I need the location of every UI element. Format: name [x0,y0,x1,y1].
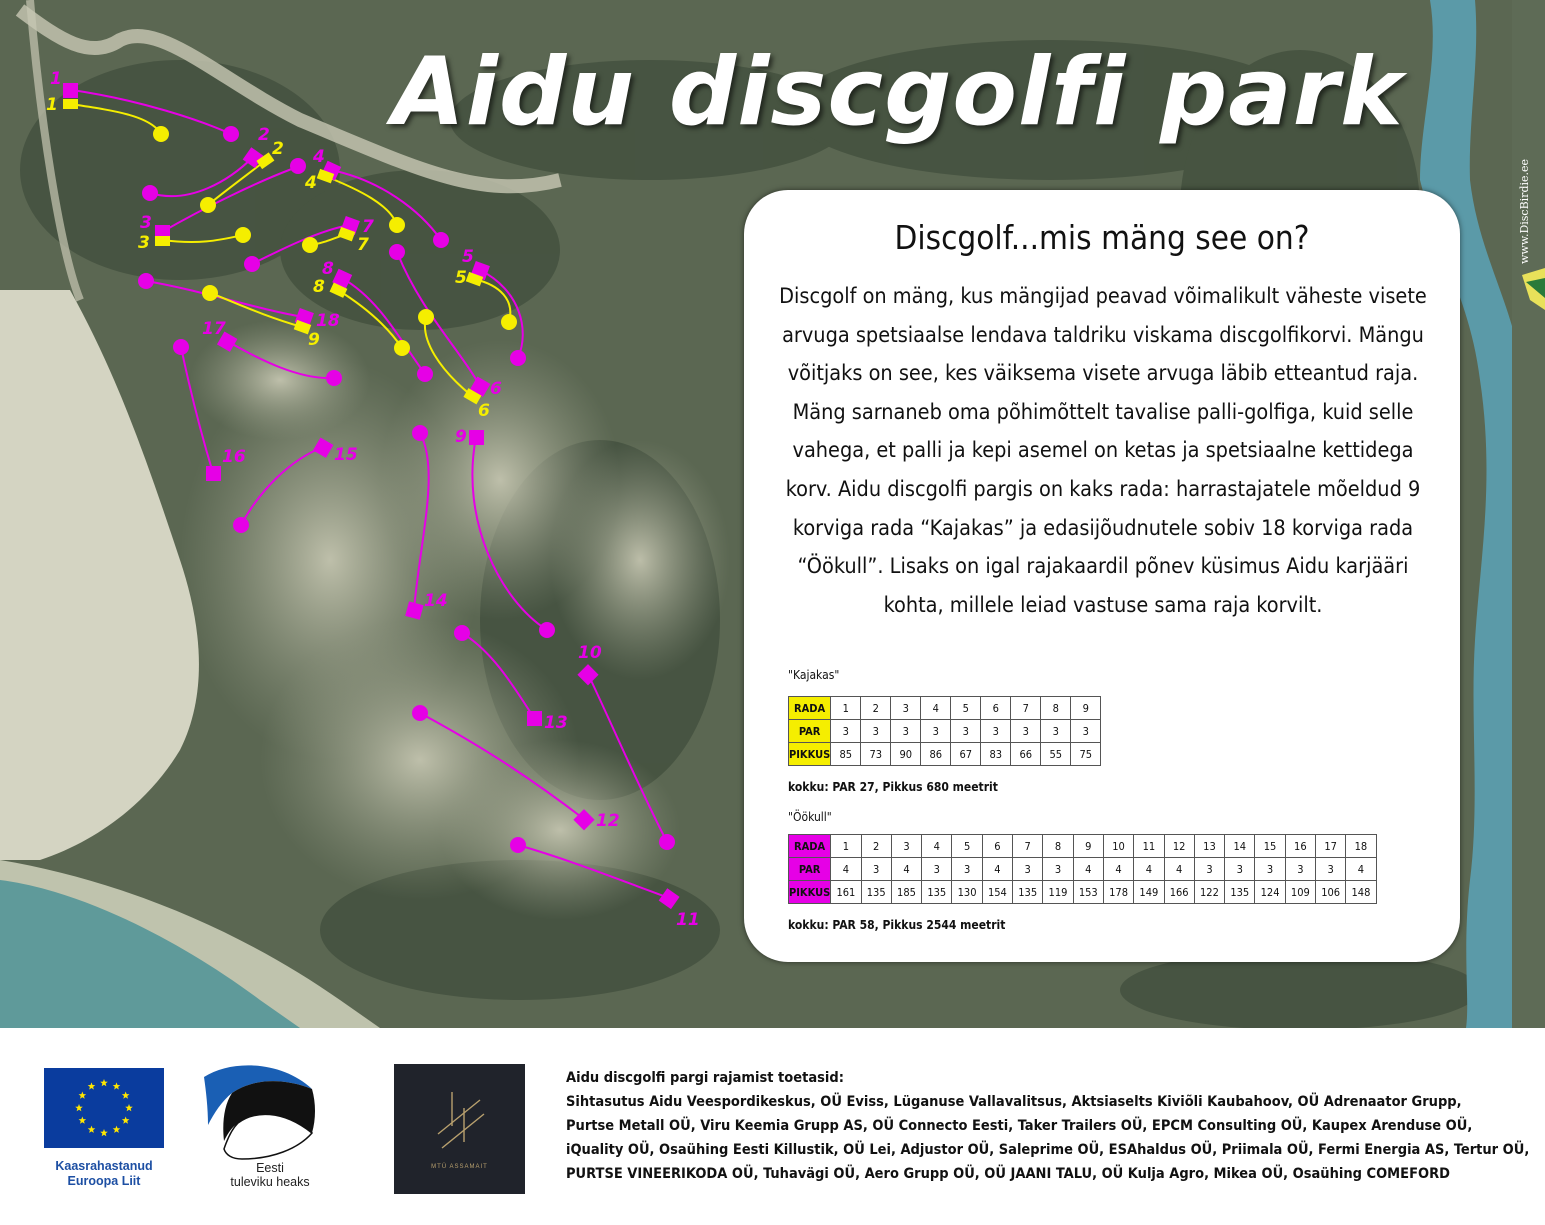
eu-caption [40,1159,168,1189]
ookull-pikkus-cell: 166 [1164,881,1194,904]
ookull-hole-label: 17 [202,319,226,339]
mtu-caption: MTÜ ASSAMAIT [431,1164,488,1170]
ookull-par-cell: 3 [1316,858,1346,881]
ookull-hole-label: 11 [676,910,700,930]
kajakas-pikkus-cell: 83 [981,743,1011,766]
footer [0,1028,1545,1225]
ookull-par-cell: 3 [1225,858,1255,881]
ookull-pikkus-cell: 161 [831,881,861,904]
ookull-rada-cell: 12 [1164,835,1194,858]
ookull-pikkus-cell: 122 [1194,881,1224,904]
kajakas-pikkus-cell: 85 [831,743,861,766]
credit-text: www.DiscBirdie.ee [1518,158,1531,264]
ookull-rada-cell: 10 [1103,835,1133,858]
ookull-pikkus-cell: 109 [1285,881,1315,904]
ookull-pikkus-cell: 153 [1073,881,1103,904]
sponsors [566,1066,1530,1186]
kajakas-par-cell: 3 [921,720,951,743]
ee-caption [206,1161,334,1189]
kajakas-rada-cell: 9 [1071,697,1101,720]
river-bank [1512,0,1545,1028]
eu-caption-line: Euroopa Liit [67,1174,141,1188]
ookull-hole-label: 5 [462,247,474,267]
ookull-hole-label: 9 [455,427,467,447]
ookull-total: kokku: PAR 58, Pikkus 2544 meetrit [788,918,1006,932]
ee-caption-line: tuleviku heaks [230,1175,310,1189]
kajakas-hole-label: 8 [313,277,325,297]
estonian-flag-logo [202,1063,318,1161]
ookull-hole-label: 14 [424,591,448,611]
ookull-hole-label: 13 [544,713,568,733]
ookull-par-cell: 4 [1164,858,1194,881]
ookull-hole-label: 7 [362,217,374,237]
ookull-par-cell: 3 [922,858,952,881]
kajakas-par-cell: 3 [1041,720,1071,743]
kajakas-par-cell: 3 [981,720,1011,743]
ookull-hole-label: 15 [334,445,358,465]
ookull-par-cell: 4 [1103,858,1133,881]
ookull-hole-label: 16 [222,447,246,467]
kajakas-rada-cell: 2 [861,697,891,720]
kajakas-pikkus-cell: 67 [951,743,981,766]
ookull-pikkus-cell: 135 [922,881,952,904]
ookull-pikkus-cell: 185 [891,881,921,904]
ookull-pikkus-cell: 178 [1103,881,1133,904]
ookull-rada-cell: 8 [1043,835,1073,858]
eu-flag-logo [44,1068,164,1148]
kajakas-rada-cell: 8 [1041,697,1071,720]
ookull-par-cell: 3 [1194,858,1224,881]
ookull-score-table [788,834,1377,904]
kajakas-pikkus-cell: 55 [1041,743,1071,766]
ookull-pikkus-cell: 148 [1346,881,1376,904]
kajakas-total: kokku: PAR 27, Pikkus 680 meetrit [788,780,998,794]
kajakas-row-par [789,720,1101,743]
ookull-row-label: PIKKUS [789,881,831,904]
kajakas-pikkus-cell: 75 [1071,743,1101,766]
ookull-rada-cell: 11 [1134,835,1164,858]
kajakas-row-rada [789,697,1101,720]
ookull-pikkus-cell: 135 [1013,881,1043,904]
ookull-rada-cell: 5 [952,835,982,858]
ookull-hole-label: 4 [313,147,325,167]
ookull-hole-label: 10 [578,643,602,663]
ee-caption-line: Eesti [256,1161,284,1175]
ookull-pikkus-cell: 149 [1134,881,1164,904]
kajakas-hole-label: 5 [455,268,467,288]
kajakas-pikkus-cell: 86 [921,743,951,766]
ookull-rada-cell: 2 [861,835,891,858]
ookull-rada-cell: 9 [1073,835,1103,858]
kajakas-course-name: "Kajakas" [788,668,840,682]
ookull-row-pikkus [789,881,1377,904]
ookull-pikkus-cell: 106 [1316,881,1346,904]
kajakas-row-pikkus [789,743,1101,766]
kajakas-pikkus-cell: 73 [861,743,891,766]
kajakas-par-cell: 3 [1011,720,1041,743]
info-text: Discgolf on mäng, kus mängijad peavad võimalikult väheste visete arvuga spetsiaalse lendava taldriku viskama discgolfikorvi. Mängu võitjaks on see, kes väiksema visete arvuga läbib etteantud raja. Mäng sarnaneb oma põhimõttelt tavalise palli-golfiga, kuid selle vahega, et palli ja kepi asemel on ketas ja spetsiaalne kettidega korv. Aidu discgolfi pargis on kaks rada: harrastajatele mõeldud 9 korviga rada “Kajakas” ja edasijõudnutele sobiv 18 korviga rada “Öökull”. Lisaks on igal rajakaardil põnev küsimus Aidu karjääri kohta, millele leiad vastuse sama raja korvilt. [779,284,1427,618]
ookull-pikkus-cell: 154 [982,881,1012,904]
mtu-logo-mark [394,1064,525,1194]
ookull-rada-cell: 14 [1225,835,1255,858]
ookull-par-cell: 3 [1043,858,1073,881]
ookull-rada-cell: 15 [1255,835,1285,858]
sponsors-line: Purtse Metall OÜ, Viru Keemia Grupp AS, OÜ Connecto Eesti, Taker Trailers OÜ, EPCM Consulting OÜ, Kaupex Arenduse OÜ, [566,1118,1473,1134]
kajakas-par-cell: 3 [1071,720,1101,743]
ookull-rada-cell: 1 [831,835,861,858]
ookull-pikkus-cell: 124 [1255,881,1285,904]
ookull-pikkus-cell: 135 [1225,881,1255,904]
kajakas-par-cell: 3 [861,720,891,743]
mtu-assamait-logo [394,1064,525,1194]
kajakas-rada-cell: 4 [921,697,951,720]
kajakas-pikkus-cell: 90 [891,743,921,766]
ookull-par-cell: 4 [831,858,861,881]
ookull-hole-label: 2 [258,125,270,145]
ookull-rada-cell: 6 [982,835,1012,858]
ookull-par-cell: 4 [1134,858,1164,881]
ookull-row-par [789,858,1377,881]
ookull-hole-label: 18 [316,311,340,331]
ookull-pikkus-cell: 119 [1043,881,1073,904]
ookull-pikkus-cell: 135 [861,881,891,904]
kajakas-hole-label: 2 [272,139,284,159]
sponsors-heading: Aidu discgolfi pargi rajamist toetasid: [566,1070,844,1086]
kajakas-row-label: RADA [789,697,831,720]
ookull-par-cell: 4 [1346,858,1376,881]
ookull-rada-cell: 17 [1316,835,1346,858]
sponsors-line: Sihtasutus Aidu Veespordikeskus, OÜ Eviss, Lüganuse Vallavalitsus, Aktsiaselts Kiviõli Kaubahoov, OÜ Adrenaator Grupp, [566,1094,1462,1110]
kajakas-hole-label: 4 [305,173,317,193]
sponsors-line: iQuality OÜ, Osaühing Eesti Killustik, OÜ Lei, Adjustor OÜ, Saleprime OÜ, ESAhaldus OÜ, Priimala OÜ, Fermi Energia AS, Tertur OÜ, [566,1142,1530,1158]
ookull-par-cell: 3 [1285,858,1315,881]
kajakas-hole-label: 6 [478,401,490,421]
kajakas-rada-cell: 3 [891,697,921,720]
ookull-row-label: RADA [789,835,831,858]
kajakas-rada-cell: 5 [951,697,981,720]
kajakas-rada-cell: 1 [831,697,861,720]
kajakas-score-table [788,696,1101,766]
ookull-course-name: "Öökull" [788,810,832,824]
ookull-par-cell: 4 [1073,858,1103,881]
ookull-pikkus-cell: 130 [952,881,982,904]
kajakas-pikkus-cell: 66 [1011,743,1041,766]
ookull-row-label: PAR [789,858,831,881]
ookull-rada-cell: 18 [1346,835,1376,858]
ookull-rada-cell: 7 [1013,835,1043,858]
ookull-hole-label: 8 [322,259,334,279]
info-heading: Discgolf...mis mäng see on? [894,218,1310,257]
kajakas-row-label: PIKKUS [789,743,831,766]
kajakas-par-cell: 3 [951,720,981,743]
kajakas-hole-label: 9 [308,330,320,350]
eu-caption-line: Kaasrahastanud [55,1159,153,1173]
ookull-hole-label: 3 [140,213,152,233]
ookull-par-cell: 3 [861,858,891,881]
ookull-par-cell: 3 [1255,858,1285,881]
kajakas-hole-label: 7 [357,235,369,255]
ookull-hole-label: 1 [50,69,62,89]
ookull-hole-label: 6 [490,379,502,399]
ookull-par-cell: 3 [1013,858,1043,881]
ookull-row-rada [789,835,1377,858]
kajakas-rada-cell: 7 [1011,697,1041,720]
ookull-par-cell: 4 [982,858,1012,881]
ookull-hole-label: 12 [596,811,620,831]
ookull-rada-cell: 16 [1285,835,1315,858]
sponsors-line: PURTSE VINEERIKODA OÜ, Tuhavägi OÜ, Aero Grupp OÜ, OÜ JAANI TALU, OÜ Kulja Agro, Mikea OÜ, Osaühing COMEFORD [566,1166,1450,1182]
ookull-rada-cell: 13 [1194,835,1224,858]
kajakas-rada-cell: 6 [981,697,1011,720]
page-title: Aidu discgolfi park [392,38,1404,147]
ookull-rada-cell: 3 [891,835,921,858]
kajakas-par-cell: 3 [891,720,921,743]
kajakas-hole-label: 3 [138,233,150,253]
info-panel [744,190,1460,962]
ookull-rada-cell: 4 [922,835,952,858]
ookull-par-cell: 4 [891,858,921,881]
kajakas-hole-label: 1 [46,95,58,115]
ookull-par-cell: 3 [952,858,982,881]
kajakas-row-label: PAR [789,720,831,743]
kajakas-par-cell: 3 [831,720,861,743]
